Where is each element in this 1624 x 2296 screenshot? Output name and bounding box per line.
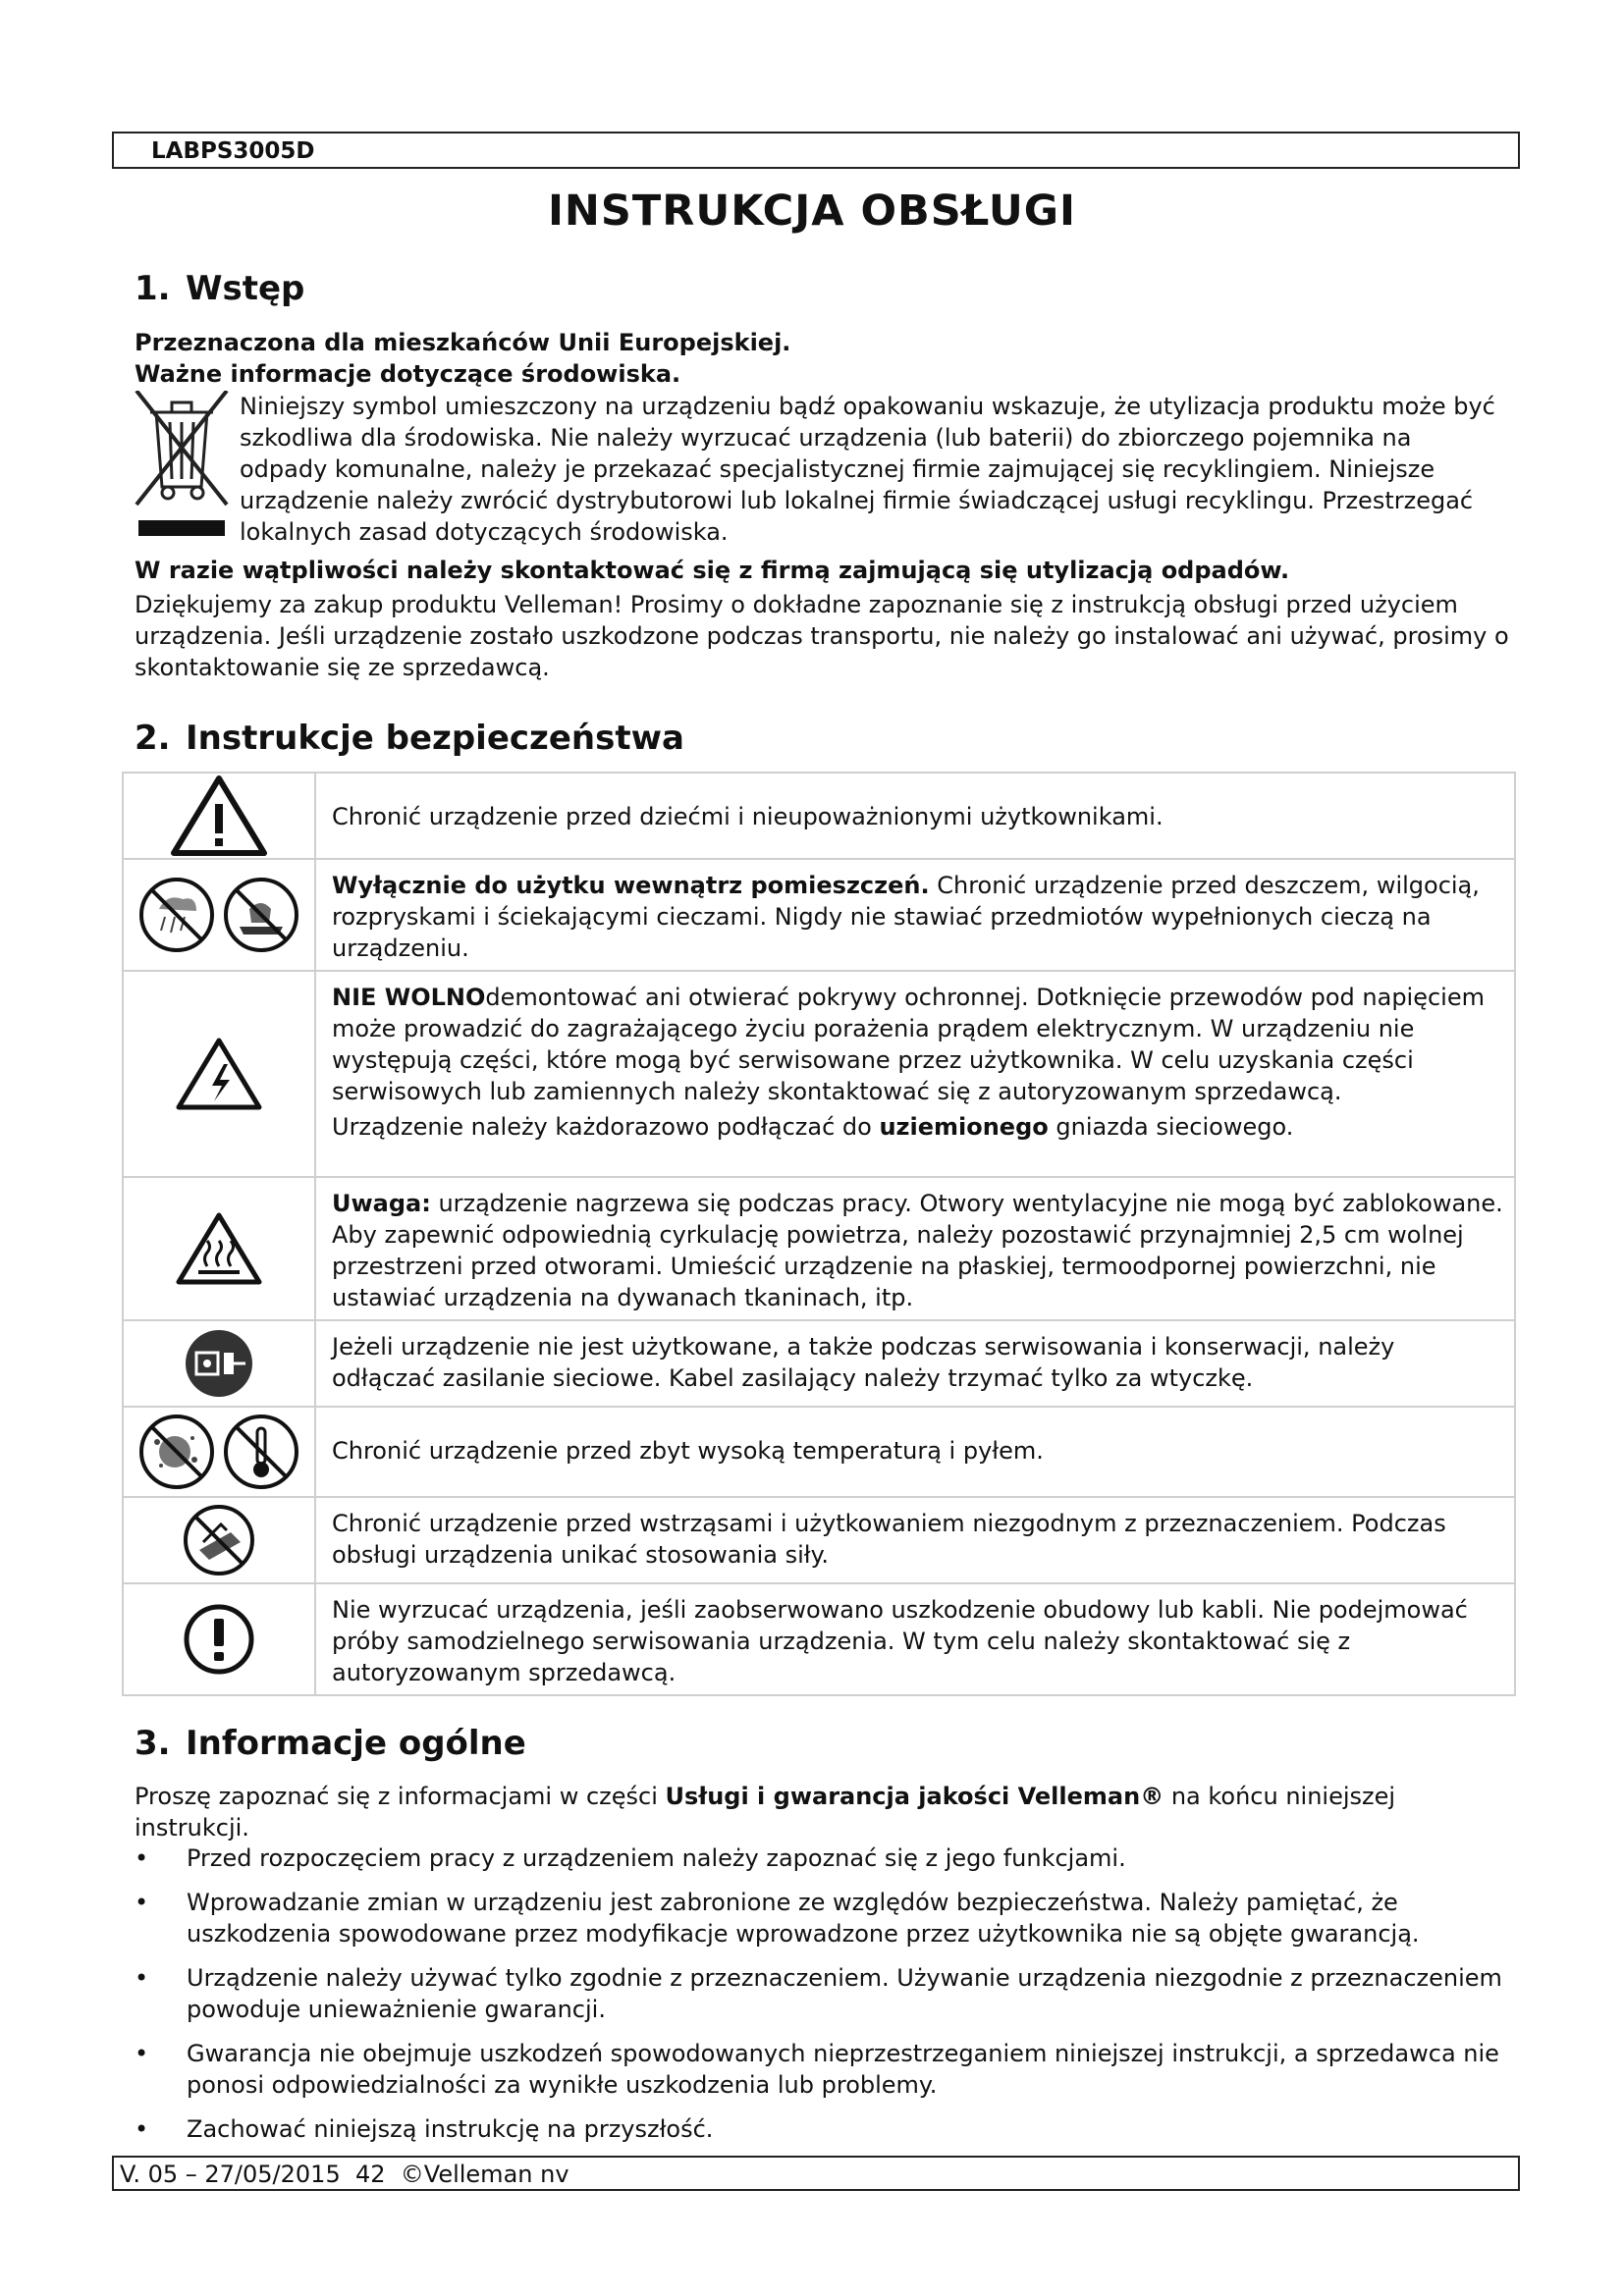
footer-box [112,2156,1520,2191]
header-box [112,132,1520,169]
list-item: • Gwarancja nie obejmuje uszkodzeń spowodowanych nieprzestrzeganiem niniejszej instrukcji, a sprzedawca nie ponosi odpowiedzialności za wynikłe uszkodzenia lub problemy. [135,2038,1509,2101]
grounding-c: gniazda sieciowego. [1048,1113,1294,1141]
environment-info-line: Ważne informacje dotyczące środowiska. [135,360,681,388]
section2-title: Instrukcje bezpieczeństwa [186,719,684,758]
safety-text: Chronić urządzenie przed wstrząsami i użytkowaniem niezgodnym z przeznaczeniem. Podczas obsługi urządzenia unikać stosowania siły. [315,1497,1515,1583]
safety-icon-cell [123,773,315,859]
indoor-only-icons [137,876,300,954]
no-shock-icon [182,1503,256,1577]
safety-row [123,1407,1515,1497]
list-item: • Wprowadzanie zmian w urządzeniu jest zabronione ze względów bezpieczeństwa. Należy pamiętać, że uszkodzenia spowodowane przez modyfikacje wprowadzone przez użytkownika nie są objęte gwarancją. [135,1887,1509,1949]
safety-icon-cell [123,859,315,971]
safety-text: Nie wyrzucać urządzenia, jeśli zaobserwowano uszkodzenie obudowy lub kabli. Nie podejmować próby samodzielnego serwisowania urządzenia. W tym celu należy skontaktować się z autoryzowanym sprzedawcą. [315,1583,1515,1695]
safety-icon-cell [123,971,315,1177]
section3-heading [135,1724,526,1763]
safety-icon-cell [123,1497,315,1583]
page-title: INSTRUKCJA OBSŁUGI [547,187,1077,236]
section3-title: Informacje ogólne [186,1724,526,1763]
safety-icon-cell [123,1320,315,1407]
safety-row [123,1497,1515,1583]
safety-icon-cell [123,1177,315,1320]
safety-rest: urządzenie nagrzewa się podczas pracy. Otwory wentylacyjne nie mogą być zablokowane. Aby zapewnić odpowiednią cyrkulację powietrza, należy pozostawić przynajmniej 2,5 cm wolnej przestrzeni przed otworami. Umieścić urządzenie na płaskiej, termoodpornej powierzchni, nie ustawiać urządzenia na dywanach tkaninach, itp. [332,1190,1503,1311]
safety-rest: Chronić urządzenie przed deszczem, wilgocią, rozpryskami i ściekającymi cieczami. Nigdy nie stawiać przedmiotów wypełnionych cieczą na urządzeniu. [332,872,1480,962]
safety-bold: NIE WOLNO [332,984,486,1011]
shock-paragraph [332,982,1504,1107]
thank-you-paragraph: Dziękujemy za zakup produktu Velleman! Prosimy o dokładne zapoznanie się z instrukcją obsługi przed użyciem urządzenia. Jeśli urządzenie zostało uszkodzone podczas transportu, nie należy go instalować ani używać, prosimy o skontaktowanie się ze sprzedawcą. [135,591,1509,681]
unplug-icon [183,1327,255,1400]
dust-heat-icons [137,1413,300,1491]
safety-rest: demontować ani otwierać pokrywy ochronnej. Dotknięcie przewodów pod napięciem może prowadzić do zagrażającego życiu porażenia prądem elektrycznym. W urządzeniu nie występują części, które mogą być serwisowane przez użytkownika. W celu uzyskania części serwisowych lub zamiennych należy skontaktować się z autoryzowanym sprzedawcą. [332,984,1485,1105]
safety-row [123,1177,1515,1320]
eu-residents-line: Przeznaczona dla mieszkańców Unii Europejskiej. [135,329,791,356]
intro-c: na końcu niniejszej instrukcji. [135,1783,1396,1842]
weee-paragraph: Niniejszy symbol umieszczony na urządzeniu bądź opakowaniu wskazuje, że utylizacja produktu może być szkodliwa dla środowiska. Nie należy wyrzucać urządzenia (lub baterii) do zbiorczego pojemnika na odpady komunalne, należy je przekazać specjalistycznej firmie zajmującej się recyklingiem. Niniejsze urządzenie należy zwrócić dystrybutorowi lub lokalnej firmie świadczącej usługi recyklingu. Przestrzegać lokalnych zasad dotyczących środowiska. [240,393,1495,546]
general-info-list [135,1842,1509,2158]
list-item: • Zachować niniejszą instrukcję na przyszłość. [135,2113,1509,2145]
electric-shock-icon [175,1037,263,1111]
weee-bin-icon [135,391,229,538]
safety-text: Chronić urządzenie przed dziećmi i nieupoważnionymi użytkownikami. [315,773,1515,859]
warning-triangle-icon [170,774,268,857]
section2-number: 2. [135,719,171,758]
model-number: LABPS3005D [151,138,315,164]
grounding-b: uziemionego [879,1113,1049,1141]
section1-number: 1. [135,269,171,308]
intro-b: Usługi i gwarancja jakości Velleman® [665,1783,1164,1810]
footer-text: V. 05 – 27/05/2015 42 ©Velleman nv [120,2161,569,2188]
list-item: • Urządzenie należy używać tylko zgodnie z przeznaczeniem. Używanie urządzenia niezgodnie z przeznaczeniem powoduje unieważnienie gwarancji. [135,1962,1509,2025]
safety-bold: Uwaga: [332,1190,431,1217]
grounding-a: Urządzenie należy każdorazowo podłączać do [332,1113,880,1141]
safety-icon-cell [123,1407,315,1497]
safety-row [123,859,1515,971]
list-item: • Przed rozpoczęciem pracy z urządzeniem należy zapoznać się z jego funkcjami. [135,1842,1509,1874]
safety-icon-cell [123,1583,315,1695]
hot-surface-icon [175,1211,263,1286]
doubt-notice: W razie wątpliwości należy skontaktować się z firmą zajmującą się utylizacją odpadów. [135,557,1290,584]
exclamation-circle-icon [183,1603,255,1676]
safety-row [123,773,1515,859]
section1-heading [135,269,304,308]
grounding-paragraph [332,1111,1504,1143]
section1-title: Wstęp [186,269,305,308]
safety-row [123,1320,1515,1407]
section3-intro [135,1781,1411,1843]
safety-row [123,1583,1515,1695]
safety-text [315,1177,1515,1320]
safety-table [122,772,1516,1696]
section3-number: 3. [135,1724,171,1763]
safety-row [123,971,1515,1177]
safety-bold: Wyłącznie do użytku wewnątrz pomieszczeń. [332,872,930,899]
safety-text [315,971,1515,1177]
safety-text: Chronić urządzenie przed zbyt wysoką temperaturą i pyłem. [315,1407,1515,1497]
section2-heading [135,719,684,758]
safety-text [315,859,1515,971]
intro-a: Proszę zapoznać się z informacjami w części [135,1783,666,1810]
safety-text: Jeżeli urządzenie nie jest użytkowane, a także podczas serwisowania i konserwacji, należy odłączać zasilanie sieciowe. Kabel zasilający należy trzymać tylko za wtyczkę. [315,1320,1515,1407]
